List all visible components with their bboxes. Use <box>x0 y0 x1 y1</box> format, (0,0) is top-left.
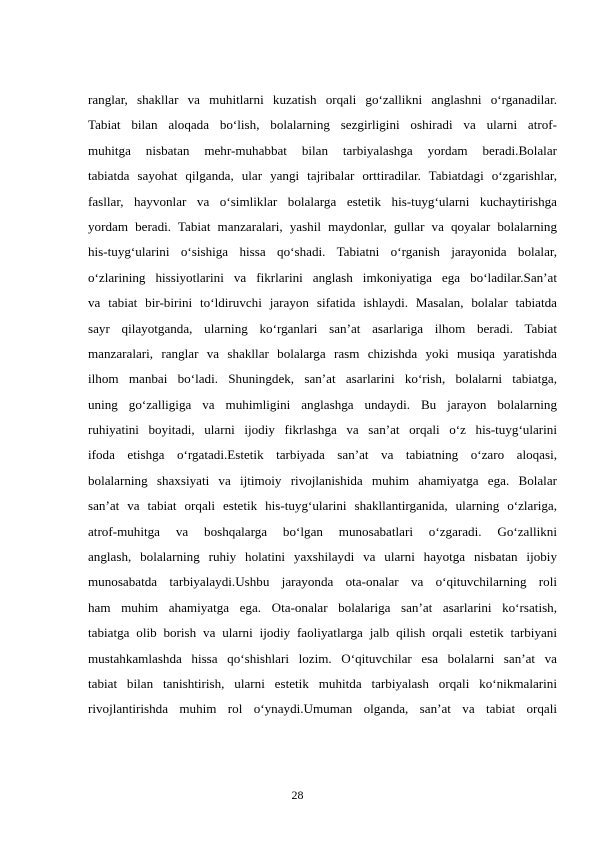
text-line: bolalarning shaxsiyati va ijtimoiy rivojlanishida muhim ahamiyatga ega. Bolalar <box>88 472 557 488</box>
text-line: mustahkamlashda hissa qo‘shishlari lozim. O‘qituvchilar esa bolalarni san’at va <box>88 650 557 666</box>
text-line: ruhiyatini boyitadi, ularni ijodiy fikrlashga va san’at orqali o‘z his-tuyg‘ularini <box>88 422 557 438</box>
text-line: ranglar, shakllar va muhitlarni kuzatish orqali go‘zallikni anglashni o‘rganadilar. <box>88 92 557 107</box>
body-text <box>88 87 557 722</box>
text-line: ilhom manbai bo‘ladi. Shuningdek, san’at asarlarini ko‘rish, bolalarni tabiatga, <box>88 371 557 387</box>
text-line: atrof-muhitga va boshqalarga bo‘lgan munosabatlari o‘zgaradi. Go‘zallikni <box>88 523 557 539</box>
text-line: ham muhim ahamiyatga ega. Ota-onalar bolalariga san’at asarlarini ko‘rsatish, <box>88 599 557 615</box>
text-line: sayr qilayotganda, ularning ko‘rganlari san’at asarlariga ilhom beradi. Tabiat <box>88 320 557 336</box>
text-line: rivojlantirishda muhim rol o‘ynaydi.Umuman olganda, san’at va tabiat orqali <box>88 701 557 717</box>
text-line: anglash, bolalarning ruhiy holatini yaxshilaydi va ularni hayotga nisbatan ijobiy <box>88 549 557 565</box>
text-line: tabiat bilan tanishtirish, ularni estetik muhitda tarbiyalash orqali ko‘nikmalarini <box>88 675 557 691</box>
text-line: his-tuyg‘ularini o‘sishiga hissa qo‘shadi. Tabiatni o‘rganish jarayonida bolalar, <box>88 244 557 260</box>
text-line: yordam beradi. Tabiat manzaralari, yashil maydonlar, gullar va qoyalar bolalarning <box>88 218 557 234</box>
text-line: fasllar, hayvonlar va o‘simliklar bolalarga estetik his-tuyg‘ularni kuchaytirishga <box>88 193 557 209</box>
text-line: tabiatga olib borish va ularni ijodiy faoliyatlarga jalb qilish orqali estetik tarbiyani <box>88 625 557 641</box>
text-line: manzaralari, ranglar va shakllar bolalarga rasm chizishda yoki musiqa yaratishda <box>88 345 557 361</box>
text-line: Tabiat bilan aloqada bo‘lish, bolalarning sezgirligini oshiradi va ularni atrof- <box>88 117 557 133</box>
text-line: munosabatda tarbiyalaydi.Ushbu jarayonda ota-onalar va o‘qituvchilarning roli <box>88 574 557 590</box>
text-line: o‘zlarining hissiyotlarini va fikrlarini anglash imkoniyatiga ega bo‘ladilar.San’at <box>88 269 557 285</box>
text-line: va tabiat bir-birini to‘ldiruvchi jarayon sifatida ishlaydi. Masalan, bolalar tabiatda <box>88 295 557 311</box>
text-line: uning go‘zalligiga va muhimligini anglashga undaydi. Bu jarayon bolalarning <box>88 396 557 412</box>
text-line: ifoda etishga o‘rgatadi.Estetik tarbiyada san’at va tabiatning o‘zaro aloqasi, <box>88 447 557 463</box>
text-line: tabiatda sayohat qilganda, ular yangi tajribalar orttiradilar. Tabiatdagi o‘zgarishlar, <box>88 168 557 184</box>
page-number: 28 <box>291 788 304 802</box>
text-line: san’at va tabiat orqali estetik his-tuyg‘ularini shakllantirganida, ularning o‘zlariga, <box>88 498 557 514</box>
text-line: muhitga nisbatan mehr-muhabbat bilan tarbiyalashga yordam beradi.Bolalar <box>88 142 557 158</box>
